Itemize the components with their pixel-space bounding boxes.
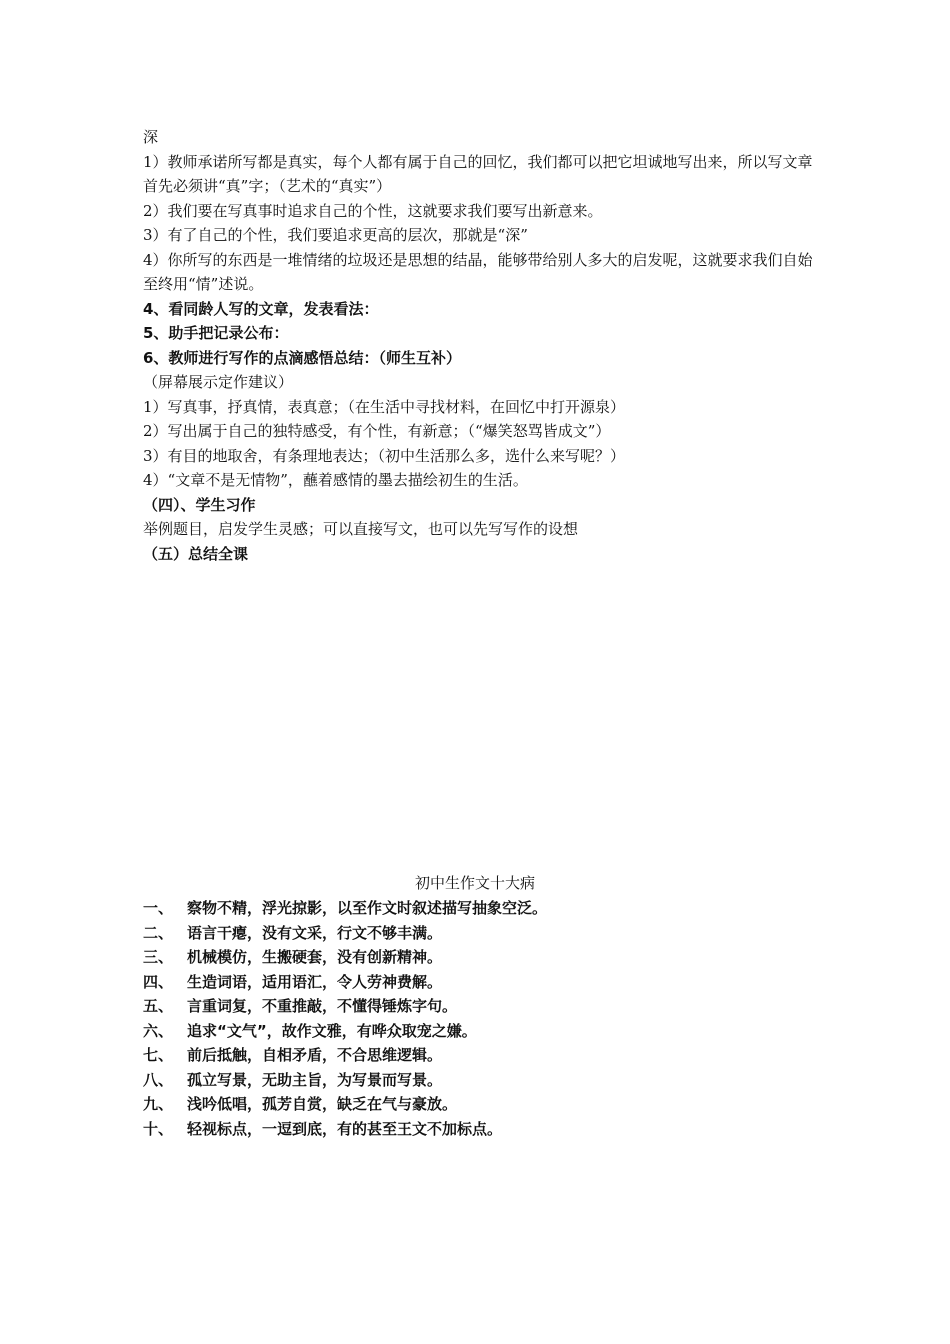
text-line: 1）写真事，抒真情，表真意；（在生活中寻找材料，在回忆中打开源泉） (143, 397, 626, 416)
item-text: 轻视标点，一逗到底，有的甚至王文不加标点。 (187, 1119, 503, 1138)
text-line: （屏幕展示定作建议） (143, 373, 294, 391)
item-number: 三、 (143, 948, 174, 966)
item-text: 浅吟低唱，孤芳自赏，缺乏在气与豪放。 (187, 1095, 458, 1113)
text-line: 4）“文章不是无情物”，蘸着感情的墨去描绘初生的生活。 (143, 471, 528, 489)
section-heading: （四）、学生习作 (143, 495, 256, 514)
list-item (143, 1068, 813, 1093)
list-item (143, 1092, 813, 1117)
item-text: 生造词语，适用语汇，令人劳神费解。 (187, 972, 443, 991)
step-heading: 5、助手把记录公布： (143, 324, 289, 342)
ten-faults-list (143, 896, 813, 1141)
item-text: 前后抵触，自相矛盾，不合思维逻辑。 (187, 1046, 443, 1064)
item-text: 追求“文气”，故作文雅，有哗众取宠之嫌。 (187, 1021, 477, 1040)
step-heading: 4、看同龄人写的文章，发表看法： (143, 299, 379, 318)
item-number: 六、 (143, 1021, 174, 1040)
list-item (143, 970, 813, 995)
text-line: 3）有目的地取舍，有条理地表达；（初中生活那么多，选什么来写呢？） (143, 446, 626, 465)
text-line: 4）你所写的东西是一堆情绪的垃圾还是思想的结晶，能够带给别人多大的启发呢，这就要求我们自始至终用“情”述说。 (143, 250, 813, 293)
lesson-notes (143, 125, 813, 566)
item-text: 语言干瘪，没有文采，行文不够丰满。 (187, 923, 443, 942)
text-line: 1）教师承诺所写都是真实，每个人都有属于自己的回忆，我们都可以把它坦诚地写出来，所以写文章首先必须讲“真”字；（艺术的“真实”） (143, 152, 813, 195)
text-line: 2）我们要在写真事时追求自己的个性，这就要求我们要写出新意来。 (143, 201, 603, 220)
list-item (143, 1117, 813, 1142)
item-number: 十、 (143, 1119, 174, 1138)
list-item (143, 945, 813, 970)
item-number: 二、 (143, 923, 174, 942)
item-number: 五、 (143, 997, 174, 1015)
item-text: 机械模仿，生搬硬套，没有创新精神。 (187, 948, 443, 966)
list-item (143, 921, 813, 946)
section-heading: （五）总结全课 (143, 544, 249, 563)
item-text: 孤立写景，无助主旨，为写景而写景。 (187, 1070, 443, 1089)
item-text: 言重词复，不重推敲，不懂得锤炼字句。 (187, 997, 458, 1015)
step-heading: 6、教师进行写作的点滴感悟总结：（师生互补） (143, 348, 461, 367)
item-number: 四、 (143, 972, 174, 991)
item-number: 八、 (143, 1070, 174, 1089)
item-number: 一、 (143, 899, 174, 917)
list-title: 初中生作文十大病 (414, 874, 535, 892)
list-item (143, 1043, 813, 1068)
text-line: 深 (143, 128, 159, 146)
item-number: 七、 (143, 1046, 174, 1064)
list-item (143, 994, 813, 1019)
list-item (143, 1019, 813, 1044)
item-number: 九、 (143, 1095, 174, 1113)
list-item (143, 896, 813, 921)
item-text: 察物不精，浮光掠影，以至作文时叙述描写抽象空泛。 (187, 899, 548, 917)
text-line: 2）写出属于自己的独特感受，有个性，有新意；（“爆笑怒骂皆成文”） (143, 422, 611, 440)
text-line: 3）有了自己的个性，我们要追求更高的层次，那就是“深” (143, 226, 528, 244)
text-line: 举例题目，启发学生灵感；可以直接写文，也可以先写写作的设想 (143, 520, 579, 538)
